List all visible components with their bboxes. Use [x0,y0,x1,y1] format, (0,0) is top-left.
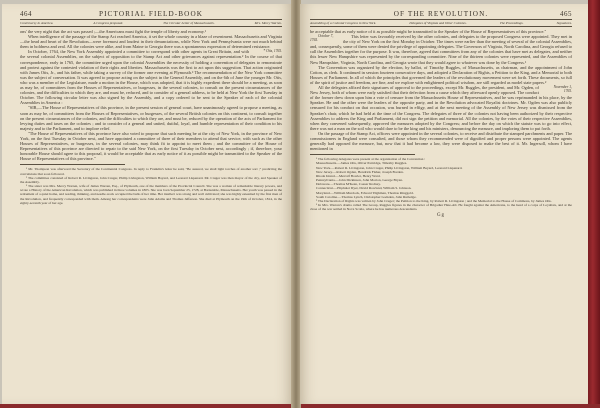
paragraph: * Otis, 1765. In October, 1764, the New York Assembly appointed a committee to correspond with other agents in Great Britain, and with the several colonial Assemblies, on the subject of opposition to the Stamp Act and other grievances against representation.² In the course of that correspondence, early in 1765, the committee urged upon the colonial Assemblies the necessity of holding a convention of delegates to remonstrate and protest against the contested violation of their rights and liberties. Massachusetts was the first to act upon this suggestion. That action originated with James Otis, Jr., and his father, while taking a survey of the former one evening at Plymouth.³ The recommendation of the New York committee was the subject of conversation. It was agreed to propose acting on the subject in the General Assembly, and on the 6th of June the younger Mr. Otis, who was a member of the Legislature, made a motion in the House, which was adopted, that it is highly expedient there should be a meeting, as soon as may be, of committees from the Houses of Representatives, or burgesses, in the several colonies, to consult on the present circumstances of the colonies, and the difficulties to which they are, and must be, reduced, and to consider of a general address, to be held at New York the first Tuesday in October. The following circular letter was also signed by the Assembly, and a copy ordered to be sent to the Speaker of each of the colonial Assemblies in America : [20,49,282,106]
paragraph: "SIR,—The House of Representatives of this province, in the present session of general court, have unanimously agreed to propose a meeting, as soon as may be, of committees from the Houses of Representatives, or burgesses, of the several British colonies on this continent, to consult together on the present circumstances of the colonies, and the difficulties to which they are, and must be, reduced by the operation of the acts of Parliament for levying duties and taxes on the colonies ; and to consider of a general and united, dutiful, loyal, and humble representation of their condition to his majesty and to the Parliament, and to implore relief. [20,105,282,131]
paragraph: When intelligence of the passage of the Stamp Act reached America, it set the whole country in a blaze of resentment. Massachusetts and Virginia—the head and heart of the Revolution—were foremost and loudest in their denunciations, while New York and Pennsylvania were not much behind them in boldness and zeal. All the colonies were alike, and from Maine to Georgia there was a spontaneous expression of determined resistance. [20,34,282,50]
footnote: Connecticut.—Eliphalet Dyer, David Rowland, William S. Johnson. [316,186,412,191]
body-text [20,29,282,161]
left-page [2,4,292,404]
margin-heading: Mrs. Mercy Warren. [254,21,282,25]
footnote: New York.—Robert R. Livingston, John Cruger, Philip Livingston, William Bayard, Leonard Lispenard. [316,165,463,170]
margin-heading: The Proceedings. [499,21,524,25]
margin-headings [310,20,572,27]
book-cover-edge [588,0,600,408]
footnote: Pennsylvania.—John Dickinson, John Morton, George Bryan. [316,178,403,183]
paragraph: The Convention was organized by the election, by ballot, of Timothy Ruggles, of Massachusetts, as chairman, and the appointment of John Cotton, as clerk. It continued in session fourteen consecutive days, and adopted a Declaration of Rights, a Petition to the King, and a Memorial to both Houses of Parliament. In all of which the principles that governed the leaders of the revolutionary movement were set forth. These documents, so full of the spirit of justice and freedom, are fine, and we explore with enlightened political wisdom, are still regarded as model state papers.² [310,64,572,85]
footnote: Rhode Island.—Metcalf Bowler, Henry Ward. [316,173,381,178]
footnote: Massachusetts.—James Otis, Oliver Partridge, Timothy Ruggles. [316,161,408,166]
footnote: Delaware.—Thomas M'Kean, Caesar Rodney. [316,182,381,187]
sidenote: November 1, 1765. [553,85,572,94]
footnote-rule [310,154,415,155]
margin-headings [20,20,282,27]
paragraph: On the passage of the Stamp Act, officers were appointed in the several colonies, to receive and distribute the stamped parchments and paper. The commissioners in England were consulted, and those whom they recommended were of dignified and proper persons were appointed. The agents generally had opposed the measure, but, now that it had become a law, they were disposed to make the best of it. Mr. Ingersoll, whom I have mentioned in [310,130,572,152]
paragraph: "The House of Representatives of this province have also voted to propose that such meeting be at the city of New York, in the province of New York, on the first Tuesday in October next, and have appointed a committee of three of their members to attend that service, with such as the other Houses of Representatives, or burgesses, in the several colonies, may think fit to appoint to meet them ; and the committee of the House of Representatives of this province are directed to repair to the said New York, on the first Tuesday in October next, accordingly ; if, therefore, your honorable House should agree to this proposal, it would be acceptable that as early notice of it as possible might be transmitted to the Speaker of the House of Representatives of this province." [20,130,282,162]
left-page-header [20,10,282,20]
footnotes [310,157,572,211]
footnote: ¹ Mr. Thompson was afterward the Secretary of the Continental Congress. In reply to Franklin's letter he said, "Be assured, we shall light torches of another sort ;" predicting the convulsions that soon followed. [20,167,282,176]
footnote: ² The Declaration of Rights was written by John Cruger; the Petition to the King, by Robert R. Livingston ; and the Memorial to the House of Commons, by James Otis. [316,198,552,203]
margin-heading: Controversy in America. [20,21,54,25]
margin-heading: Assembling of a Colonial Congress in New York. [310,21,377,25]
body-text [310,29,572,151]
running-title: OF THE REVOLUTION. [393,10,489,18]
sidenote: October 7, 1765. [310,34,334,43]
footnote-rule [20,164,125,165]
footnote: South Carolina.—Thomas Lynch, Christopher Gadsden, John Rutledge. [316,194,417,199]
footnote: ³ The sister was Mrs. Mercy Warren, wife of James Warren, Esq., of Plymouth, one of the members of the Provincial Council. She was a woman of remarkable literary powers, and wrote a History of the American Revolution, which was published in three volumes in 1805. She was born September 25, 1728, at Barnstable, Massachusetts. Her youth was passed in the retirement of a quiet home, and reading, thinking, and needle-work occupied the bulk of her time. Her intellect was strong and well cultivated; she was highly esteemed by the first men of the Revolution, and frequently corresponded with them. Among her correspondents were John Adams and Thomas Jefferson. She died at Plymouth on the 19th of October, 1814, in the eighty-seventh year of her age. [20,184,282,205]
sidenote: * Otis, 1765. [263,49,282,54]
paragraph: ons' the very night that the act was passed ;—the Americans must fight the temple of liberty and economy.¹ [20,29,207,34]
right-page-header [310,10,572,20]
margin-heading: Delegates of Virginia and Other Colonies. [409,21,467,25]
margin-heading: Signatures. [556,21,572,25]
running-title: PICTORIAL FIELD-BOOK [98,10,204,18]
footnote: ¹ The following delegates were present at the organization of the Convention : [316,157,426,162]
footnotes [20,167,282,204]
paragraph: be acceptable that as early notice of it as possible might be transmitted to the Speaker of the House of Representatives of this province." [310,29,547,34]
page-number: 465 [559,10,572,18]
footnote: New Jersey.—Robert Ogden, Hendrick Fisher, Joseph Borden. [316,169,404,174]
paragraph: October 7, 1765. This letter was favorably received by the other colonies, and delegates to the proposed Congress were appointed. They met in the city of New York on the first Monday in October. The times were earlier than the meeting of several of the colonial Assemblies, and, consequently, some of them were denied the privilege of appointing delegates. The Governors of Virginia, North Carolina, and Georgia refused to call the Assemblies together for the purpose. It was, therefore, agreed that committees from any of the colonies that have met as delegates, and neither this lesser New Hampshire was represented by the corresponding committee. Nine of the thirteen colonies were represented, and the Assemblies of New Hampshire, Virginia, North Carolina, and Georgia wrote that they would agree to whatever was done by the Congress.¹ [310,34,572,65]
footnote: Maryland.—William Murdock, Edward Tilghman, Thomas Ringgold. [316,190,414,195]
margin-heading: A Congress proposed. [93,21,124,25]
page-number: 464 [20,10,32,18]
paragraph: November 1, 1765. All the delegates affixed their signatures of approval to the proceedings, except Mr. Ruggles, the president, and Mr. Ogden, of New Jersey, both of whom were early satisfied that their defection from a cause which they afterward openly opposed. The conduct of the former drew down upon him a vote of censure from the Massachusetts House of Representatives, and he was reprimanded in his place, by the Speaker. He and the other were the leaders of the opposite party, and in the Revolution advocated Royalist doctrines. Mr. Ogden was also publicly censured for his conduct on that occasion, was burned in effigy, and at the next meeting of the Assembly of New Jersey was dismissed from the Speaker's chair, which he had held at the time of the Congress. The delegates of three of the colonies not having been authorized by their respective Assemblies to address the King and Parliament, did not sign the petition and memorial. All the colonies, by the votes of their respective Assemblies, when they convened subsequently, approved the measures adopted by the Congress; and before the day on which the statute was to go into effect, there was not a man on the soil who would dare to be the king and his ministers, denouncing the measure, and imploring them to put forth. [310,85,572,131]
margin-heading: The Circular Letter of Massachusetts. [163,21,215,25]
footnote: ³ In Mrs. Warren's drama called The Group, Ruggles figures in the character of Brigadier Hate-All. He fought against the Americans, to the head of a corps of Loyalists, and at the close of the war settled in Nova Scotia, where he has numerous descendants. [310,202,572,212]
right-page [300,4,588,404]
footnote: ² The committee consisted of Robert R. Livingston, John Cruger, Philip Livingston, William Bayard, and Leonard Lispenard. Mr. Cruger was then mayor of the city, and Speaker of the Assembly. [20,175,282,184]
signature-mark: Gg [436,213,446,219]
